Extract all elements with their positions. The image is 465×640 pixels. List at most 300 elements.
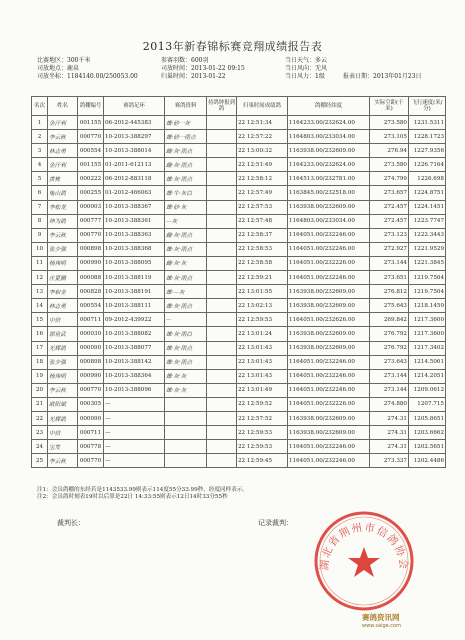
cell-arrival-time: 22 13:01:55 <box>237 285 288 299</box>
cell-coop: 000554 <box>78 144 104 158</box>
cell-distance: 273.337 <box>370 454 409 468</box>
cell-name: 杨伟明 <box>48 256 78 270</box>
table-row <box>32 285 446 299</box>
referee-signature-label: 裁判长： <box>57 519 85 527</box>
cell-ring: 10-2013-388077 <box>104 341 165 355</box>
meta-release-coord: 司放坐标：1184140.00/250053.00 <box>37 73 138 80</box>
results-table <box>31 96 446 468</box>
cell-clock <box>207 256 237 270</box>
cell-distance: 273.144 <box>370 256 409 270</box>
cell-ring: 10-2013-388363 <box>104 228 165 242</box>
cell-clock <box>207 214 237 228</box>
watermark-url: www.saige.com <box>362 623 401 629</box>
cell-name: 金汗利 <box>48 158 78 172</box>
cell-clock <box>207 186 237 200</box>
cell-arrival-time: 22 12:57:22 <box>237 130 288 144</box>
cell-distance: 274.31 <box>370 426 409 440</box>
cell-coop-coordinates: 1164051.00/232246.00 <box>288 242 370 256</box>
col-speed: 飞行速度(米/分) <box>409 97 446 116</box>
table-row <box>32 144 446 158</box>
cell-bird-info: 雄·—灰 <box>165 285 207 299</box>
meta-release-time: 司放时间：2013-01-22 09:15 <box>161 65 245 72</box>
table-row <box>32 186 446 200</box>
cell-distance: 276.792 <box>370 341 409 355</box>
cell-coop-coordinates: 1163938.00/232609.00 <box>288 341 370 355</box>
recorder-signature-label: 记录裁判： <box>258 519 293 527</box>
cell-coop-coordinates: 1164803.00/233034.00 <box>288 214 370 228</box>
cell-distance: 273.144 <box>370 383 409 397</box>
cell-bird-info <box>165 397 207 411</box>
cell-coop-coordinates: 1164051.00/232246.00 <box>288 440 370 454</box>
table-row <box>32 130 446 144</box>
cell-speed: 1221.3845 <box>409 256 446 270</box>
col-coop: 鸽棚编号 <box>78 97 104 116</box>
cell-clock <box>207 242 237 256</box>
cell-ring: 06-2012-445383 <box>104 116 165 130</box>
cell-distance: 272.457 <box>370 200 409 214</box>
cell-name: 李和金 <box>48 285 78 299</box>
cell-ring: 10-2013-388096 <box>104 383 165 397</box>
cell-bird-info: 雄·灰·灰 <box>165 383 207 397</box>
cell-rank: 14 <box>32 299 48 313</box>
cell-bird-info: —灰 <box>165 214 207 228</box>
meta-release-point: 司放地点：鹿泉 <box>37 65 80 72</box>
cell-coop-coordinates: 1164051.00/232246.00 <box>288 271 370 285</box>
cell-speed: 1202.4486 <box>409 454 446 468</box>
cell-coop-coordinates: 1163938.00/232609.00 <box>288 144 370 158</box>
cell-rank: 22 <box>32 411 48 425</box>
cell-coop-coordinates: 1164051.00/232226.00 <box>288 256 370 270</box>
cell-arrival-time: 22 12:59:53 <box>237 426 288 440</box>
cell-arrival-time: 22 12:51:49 <box>237 158 288 172</box>
cell-ring: — <box>104 454 165 468</box>
cell-name: 林志勇 <box>48 299 78 313</box>
cell-coop-coordinates: 1164051.00/232246.00 <box>288 355 370 369</box>
cell-arrival-time: 22 13:00:32 <box>237 144 288 158</box>
cell-rank: 3 <box>32 144 48 158</box>
cell-coop-coordinates: 1164051.00/232246.00 <box>288 454 370 468</box>
cell-clock <box>207 341 237 355</box>
cell-coop: 000898 <box>78 242 104 256</box>
cell-distance: 273.105 <box>370 130 409 144</box>
cell-bird-info: 雄·砂一灰 <box>165 116 207 130</box>
cell-coop-coordinates: 1164051.00/232246.00 <box>288 369 370 383</box>
cell-name: 李云秋 <box>48 228 78 242</box>
cell-ring: 10-2013-388368 <box>104 242 165 256</box>
cell-speed: 1202.5651 <box>409 440 446 454</box>
cell-rank: 7 <box>32 200 48 214</box>
cell-ring: 06-2012-883118 <box>104 172 165 186</box>
cell-arrival-time: 22 13:01:24 <box>237 327 288 341</box>
cell-name: 金汗利 <box>48 116 78 130</box>
cell-rank: 4 <box>32 158 48 172</box>
cell-arrival-time: 22 12:59:21 <box>237 271 288 285</box>
cell-name: 光辉鸽 <box>48 341 78 355</box>
cell-name: 光辉鸽 <box>48 411 78 425</box>
cell-coop-coordinates: 1163845.00/232518.00 <box>288 186 370 200</box>
cell-clock <box>207 313 237 327</box>
cell-coop: 000770 <box>78 383 104 397</box>
svg-text:湖北省荆州市信鸽协会: 湖北省荆州市信鸽协会 <box>318 521 410 571</box>
col-bird-info: 赛鸽资料 <box>165 97 207 116</box>
meta-return-time: 归巢时间：2013-01-22 <box>161 73 226 80</box>
cell-coop-coordinates: 1164803.00/233034.00 <box>288 130 370 144</box>
cell-ring: 01-2012-466063 <box>104 186 165 200</box>
cell-bird-info: 雄·灰·雨点 <box>165 299 207 313</box>
cell-bird-info: — <box>165 313 207 327</box>
meta-weather: 当日天气：多云 <box>285 57 328 64</box>
cell-coop: 000778 <box>78 440 104 454</box>
cell-speed: 1219.7504 <box>409 285 446 299</box>
cell-coop: 000030 <box>78 327 104 341</box>
cell-rank: 13 <box>32 285 48 299</box>
cell-distance: 272.927 <box>370 242 409 256</box>
cell-speed: 1207.715 <box>409 397 446 411</box>
cell-coop-coordinates: 1163938.00/232609.00 <box>288 200 370 214</box>
cell-clock <box>207 454 237 468</box>
col-clock: 持鸽钟报到鸽 <box>207 97 237 116</box>
cell-speed: 1214.2051 <box>409 369 446 383</box>
table-row <box>32 355 446 369</box>
cell-distance: 276.812 <box>370 285 409 299</box>
cell-speed: 1224.1451 <box>409 200 446 214</box>
cell-arrival-time: 22 12:51:34 <box>237 116 288 130</box>
cell-speed: 1231.5311 <box>409 116 446 130</box>
cell-coop: 000088 <box>78 271 104 285</box>
cell-ring: 10-2013-388082 <box>104 327 165 341</box>
cell-name: 李云秋 <box>48 383 78 397</box>
cell-clock <box>207 440 237 454</box>
cell-speed: 1223.7747 <box>409 214 446 228</box>
cell-coop: 000003 <box>78 200 104 214</box>
table-row <box>32 271 446 285</box>
cell-distance: 273.123 <box>370 228 409 242</box>
cell-coop: 000828 <box>78 285 104 299</box>
cell-coop-coordinates: 1163938.00/232609.00 <box>288 299 370 313</box>
col-ring: 赛鸽足环 <box>104 97 165 116</box>
cell-coop: 000898 <box>78 355 104 369</box>
cell-distance: 275.643 <box>370 299 409 313</box>
cell-arrival-time: 22 12:59:53 <box>237 440 288 454</box>
table-row <box>32 172 446 186</box>
cell-coop-coordinates: 1164233.00/232624.00 <box>288 158 370 172</box>
cell-distance: 273.657 <box>370 186 409 200</box>
cell-ring: 10-2013-388014 <box>104 144 165 158</box>
cell-bird-info: 雄·砂一雨点 <box>165 130 207 144</box>
cell-rank: 9 <box>32 228 48 242</box>
cell-coop-coordinates: 1163938.00/232609.00 <box>288 285 370 299</box>
cell-coop: 000090 <box>78 341 104 355</box>
col-coop-coordinates: 鸽棚经纬度 <box>288 97 370 116</box>
table-row <box>32 116 446 130</box>
table-row <box>32 242 446 256</box>
cell-ring: 10-2013-388367 <box>104 200 165 214</box>
cell-name: 林志勇 <box>48 144 78 158</box>
cell-name: 李云秋 <box>48 130 78 144</box>
cell-rank: 10 <box>32 242 48 256</box>
cell-name: 中信 <box>48 426 78 440</box>
cell-bird-info: 雄·灰·雨点 <box>165 172 207 186</box>
cell-clock <box>207 426 237 440</box>
cell-coop: 000770 <box>78 130 104 144</box>
cell-bird-info <box>165 426 207 440</box>
cell-speed: 1209.0612 <box>409 383 446 397</box>
col-arrival-time: 归巢时间成绩鸽 <box>237 97 288 116</box>
cell-ring: 01-2011-612113 <box>104 158 165 172</box>
cell-bird-info <box>165 411 207 425</box>
table-row <box>32 299 446 313</box>
cell-coop-coordinates: 1164051.00/232246.00 <box>288 383 370 397</box>
cell-bird-info: 雌·灰·雨点 <box>165 228 207 242</box>
cell-ring: — <box>104 397 165 411</box>
cell-bird-info: 雌·灰·灰 <box>165 256 207 270</box>
cell-coop: 000554 <box>78 299 104 313</box>
meta-wind-force: 当日风力：1级 <box>285 73 325 80</box>
cell-arrival-time: 22 13:01:49 <box>237 383 288 397</box>
cell-speed: 1224.8751 <box>409 186 446 200</box>
cell-coop: 000990 <box>78 369 104 383</box>
cell-ring: 10-2013-388364 <box>104 369 165 383</box>
site-watermark <box>362 612 401 629</box>
cell-ring: 10-2013-388297 <box>104 130 165 144</box>
table-row <box>32 256 446 270</box>
cell-coop-coordinates: 1164051.00/232246.00 <box>288 228 370 242</box>
table-row <box>32 313 446 327</box>
cell-bird-info <box>165 454 207 468</box>
cell-coop-coordinates: 1163938.00/232609.00 <box>288 411 370 425</box>
cell-bird-info: 雄·灰·雨点 <box>165 242 207 256</box>
cell-arrival-time: 22 13:01:43 <box>237 341 288 355</box>
report-title: 2013年新春锦标赛竞翔成绩报告表 <box>142 40 323 53</box>
cell-arrival-time: 22 12:58:12 <box>237 172 288 186</box>
cell-speed: 1214.5061 <box>409 355 446 369</box>
cell-bird-info: 雄·灰·雨白 <box>165 327 207 341</box>
meta-left <box>37 57 138 81</box>
cell-coop-coordinates: 1164051.00/232226.00 <box>288 397 370 411</box>
cell-coop: 000770 <box>78 228 104 242</box>
cell-rank: 6 <box>32 186 48 200</box>
cell-name: 郭世武 <box>48 327 78 341</box>
cell-arrival-time: 22 12:57:48 <box>237 214 288 228</box>
cell-bird-info: 雌·灰·雨点 <box>165 158 207 172</box>
cell-speed: 1226.7164 <box>409 158 446 172</box>
table-row <box>32 158 446 172</box>
cell-speed: 1226.698 <box>409 172 446 186</box>
cell-clock <box>207 200 237 214</box>
meta-right <box>285 57 327 81</box>
cell-coop: 000777 <box>78 214 104 228</box>
cell-rank: 21 <box>32 397 48 411</box>
cell-rank: 24 <box>32 440 48 454</box>
footnote-1: 注1：会员鸽棚的东经若是1143533.99则表示114度55分33.99秒，经度同样表示。 <box>37 487 249 493</box>
cell-coop: 000770 <box>78 454 104 468</box>
cell-name: 张少强 <box>48 355 78 369</box>
cell-rank: 25 <box>32 454 48 468</box>
table-row <box>32 228 446 242</box>
cell-rank: 5 <box>32 172 48 186</box>
cell-name: 张少强 <box>48 242 78 256</box>
cell-bird-info: 雄·灰·雨点 <box>165 341 207 355</box>
cell-bird-info: 雄·灰·雨点 <box>165 355 207 369</box>
cell-coop-coordinates: 1164233.00/232624.00 <box>288 116 370 130</box>
col-rank: 名次 <box>32 97 48 116</box>
col-distance: 实际空距(千米) <box>370 97 409 116</box>
table-row <box>32 440 446 454</box>
cell-name: 中信 <box>48 313 78 327</box>
cell-distance: 273.651 <box>370 271 409 285</box>
cell-rank: 19 <box>32 369 48 383</box>
cell-arrival-time: 22 13:01:43 <box>237 355 288 369</box>
meta-race-distance: 比赛地区：300千米 <box>37 57 91 64</box>
cell-clock <box>207 130 237 144</box>
cell-name: 庄夏鹏 <box>48 271 78 285</box>
cell-arrival-time: 22 12:57:53 <box>237 200 288 214</box>
cell-clock <box>207 271 237 285</box>
cell-rank: 15 <box>32 313 48 327</box>
cell-coop: 001155 <box>78 116 104 130</box>
cell-coop-coordinates: 1164051.00/232626.00 <box>288 313 370 327</box>
footnote-2: 注2：会员鸽时刻表19时以后算是22日 14:33:55则表示12日14时33分55秒 <box>37 494 228 500</box>
cell-rank: 8 <box>32 214 48 228</box>
cell-clock <box>207 411 237 425</box>
cell-arrival-time: 22 12:59:53 <box>237 313 288 327</box>
cell-bird-info: 雄·灰·灰 <box>165 369 207 383</box>
cell-speed: 1222.3443 <box>409 228 446 242</box>
watermark-name: 赛鸽资讯网 <box>362 613 400 622</box>
cell-rank: 20 <box>32 383 48 397</box>
cell-distance: 273.144 <box>370 369 409 383</box>
cell-ring: 10-2013-388119 <box>104 271 165 285</box>
cell-coop: 000990 <box>78 256 104 270</box>
cell-bird-info: 雌·灰·雨点 <box>165 144 207 158</box>
cell-rank: 2 <box>32 130 48 144</box>
cell-bird-info <box>165 440 207 454</box>
table-row <box>32 411 446 425</box>
cell-coop: 000711 <box>78 313 104 327</box>
cell-name: 坤为鸽 <box>48 214 78 228</box>
cell-clock <box>207 355 237 369</box>
table-row <box>32 341 446 355</box>
cell-rank: 23 <box>32 426 48 440</box>
cell-ring: — <box>104 440 165 454</box>
table-row <box>32 327 446 341</box>
col-name: 姓名 <box>48 97 78 116</box>
cell-arrival-time: 22 12:57:52 <box>237 411 288 425</box>
cell-clock <box>207 172 237 186</box>
cell-name: 杨伟明 <box>48 369 78 383</box>
cell-arrival-time: 22 13:02:13 <box>237 299 288 313</box>
cell-clock <box>207 116 237 130</box>
cell-distance: 274.31 <box>370 440 409 454</box>
cell-ring: — <box>104 426 165 440</box>
cell-coop: 000711 <box>78 426 104 440</box>
cell-speed: 1219.7504 <box>409 271 446 285</box>
cell-rank: 16 <box>32 327 48 341</box>
cell-name: 龟山鸽 <box>48 186 78 200</box>
cell-coop: 000222 <box>78 172 104 186</box>
cell-coop: 000255 <box>78 186 104 200</box>
cell-rank: 18 <box>32 355 48 369</box>
cell-coop-coordinates: 1163938.00/232609.00 <box>288 327 370 341</box>
cell-arrival-time: 22 12:59:52 <box>237 397 288 411</box>
table-header-row <box>32 97 446 116</box>
cell-speed: 1217.3402 <box>409 341 446 355</box>
cell-name: 李松龙 <box>48 200 78 214</box>
cell-bird-info: 雄·砂·灰 <box>165 200 207 214</box>
cell-clock <box>207 299 237 313</box>
cell-clock <box>207 158 237 172</box>
meta-report-date: 报表日期：2013年01月23日 <box>343 73 422 80</box>
cell-clock <box>207 397 237 411</box>
cell-speed: 1217.3600 <box>409 327 446 341</box>
cell-speed: 1227.9356 <box>409 144 446 158</box>
cell-distance: 273.580 <box>370 116 409 130</box>
cell-clock <box>207 383 237 397</box>
cell-rank: 11 <box>32 256 48 270</box>
table-row <box>32 426 446 440</box>
cell-rank: 12 <box>32 271 48 285</box>
meta-wind-direction: 当日风向：无风 <box>285 65 328 72</box>
cell-speed: 1228.1723 <box>409 130 446 144</box>
cell-arrival-time: 22 12:58:37 <box>237 228 288 242</box>
cell-ring: 10-2013-388191 <box>104 285 165 299</box>
cell-name: 欧阳斌 <box>48 397 78 411</box>
cell-arrival-time: 22 12:57:49 <box>237 186 288 200</box>
cell-speed: 1203.6662 <box>409 426 446 440</box>
cell-distance: 273.580 <box>370 158 409 172</box>
official-seal-stamp <box>308 505 420 617</box>
cell-speed: 1218.1450 <box>409 299 446 313</box>
cell-arrival-time: 22 12:58:53 <box>237 242 288 256</box>
table-row <box>32 383 446 397</box>
cell-name: 黄栋 <box>48 172 78 186</box>
cell-coop: 000090 <box>78 411 104 425</box>
cell-coop: 000305 <box>78 397 104 411</box>
cell-rank: 1 <box>32 116 48 130</box>
cell-distance: 274.31 <box>370 411 409 425</box>
cell-coop: 001155 <box>78 158 104 172</box>
table-row <box>32 369 446 383</box>
cell-speed: 1217.3600 <box>409 313 446 327</box>
cell-ring: — <box>104 411 165 425</box>
cell-bird-info: 雄·灰·雨点 <box>165 271 207 285</box>
meta-entries: 参赛羽数：600羽 <box>161 57 209 64</box>
cell-speed: 1205.8651 <box>409 411 446 425</box>
cell-clock <box>207 228 237 242</box>
table-row <box>32 200 446 214</box>
cell-name: 宝发 <box>48 440 78 454</box>
cell-arrival-time: 22 12:58:58 <box>237 256 288 270</box>
cell-distance: 272.457 <box>370 214 409 228</box>
cell-distance: 273.643 <box>370 355 409 369</box>
cell-ring: 10-2013-388095 <box>104 256 165 270</box>
cell-clock <box>207 327 237 341</box>
meta-mid <box>161 57 245 81</box>
cell-arrival-time: 22 12:59:45 <box>237 454 288 468</box>
cell-clock <box>207 285 237 299</box>
cell-distance: 274.880 <box>370 397 409 411</box>
cell-ring: 10-2013-388111 <box>104 299 165 313</box>
cell-ring: 10-2013-388142 <box>104 355 165 369</box>
cell-distance: 276.94 <box>370 144 409 158</box>
cell-rank: 17 <box>32 341 48 355</box>
cell-ring: 09-2012-439922 <box>104 313 165 327</box>
cell-speed: 1221.9529 <box>409 242 446 256</box>
cell-ring: 10-2013-388361 <box>104 214 165 228</box>
cell-arrival-time: 22 13:01:43 <box>237 369 288 383</box>
cell-name: 李云秋 <box>48 454 78 468</box>
table-row <box>32 214 446 228</box>
